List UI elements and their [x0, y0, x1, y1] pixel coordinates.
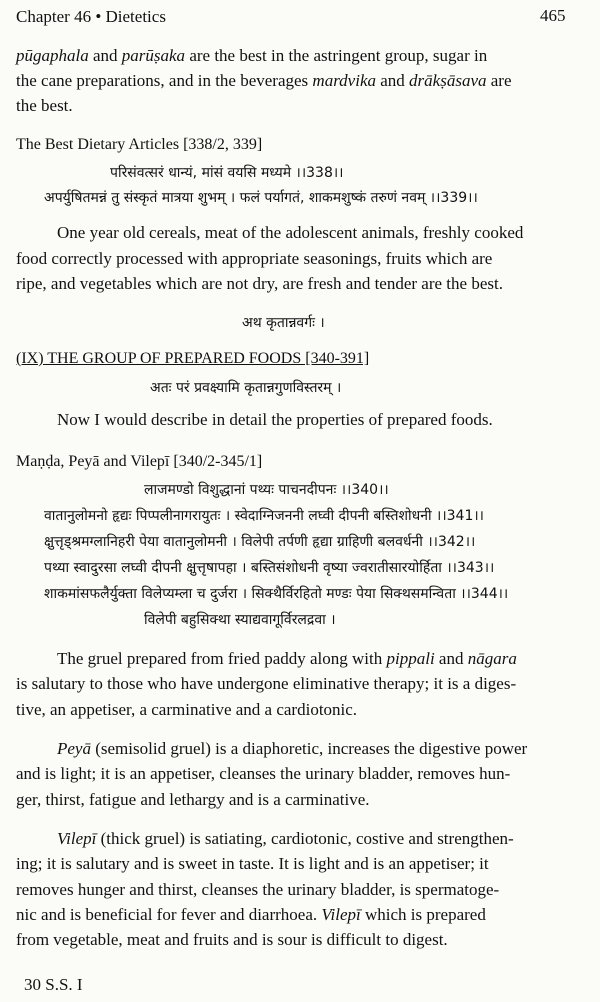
paragraph-line: food correctly processed with appropriate seasonings, fruits which are: [16, 249, 493, 268]
paragraph-line: from vegetable, meat and fruits and is sour is difficult to digest.: [16, 930, 448, 949]
sanskrit-verse: परिसंवत्सरं धान्यं, मांसं वयसि मध्यमे ।।338।।: [110, 165, 344, 181]
sanskrit-verse: क्षुत्तृड्श्रमग्लानिहरी पेया वातानुलोमनी । विलेपी तर्पणी हृद्या ग्राहिणी बलवर्धनी ।।342।।: [44, 534, 476, 550]
sanskrit-verse: वातानुलोमनो हृद्यः पिप्पलीनागरायुतः । स्वेदाग्निजननी लघ्वी दीपनी बस्तिशोधनी ।।341।।: [44, 508, 484, 524]
intro-line-2: the cane preparations, and in the beverages mardvika and drākṣāsava are: [16, 71, 512, 90]
paragraph-line: nic and is beneficial for fever and diarrhoea. Vilepī which is prepared: [16, 905, 486, 924]
paragraph-line: Now I would describe in detail the properties of prepared foods.: [57, 410, 493, 429]
sanskrit-verse: शाकमांसफलैर्युक्ता विलेप्यम्ला च दुर्जरा । सिक्थैर्विरहितो मण्डः पेया सिक्थसमन्विता ।।344।।: [44, 586, 509, 602]
paragraph-line: ing; it is salutary and is sweet in taste. It is light and is an appetiser; it: [16, 854, 489, 873]
section-heading-manda: Maṇḍa, Peyā and Vilepī [340/2-345/1]: [16, 453, 263, 470]
paragraph-line: Peyā (semisolid gruel) is a diaphoretic, increases the digestive power: [57, 739, 528, 758]
paragraph-line: ger, thirst, fatigue and lethargy and is a carminative.: [16, 790, 370, 809]
paragraph-line: removes hunger and thirst, cleanses the urinary bladder, is spermatoge-: [16, 880, 500, 899]
sanskrit-section-title: अथ कृतान्नवर्गः ।: [242, 315, 325, 331]
chapter-header: Chapter 46 • Dietetics: [16, 7, 166, 26]
paragraph-line: is salutary to those who have undergone eliminative therapy; it is a diges-: [16, 674, 517, 693]
sanskrit-verse: लाजमण्डो विशुद्धानां पथ्यः पाचनदीपनः ।।340।।: [144, 482, 389, 498]
section-heading-best-dietary: The Best Dietary Articles [338/2, 339]: [16, 136, 263, 153]
signature-mark: 30 S.S. I: [24, 975, 83, 994]
paragraph-line: Vilepī (thick gruel) is satiating, cardiotonic, costive and strengthen-: [57, 829, 514, 848]
page-number: 465: [540, 6, 566, 25]
paragraph-line: and is light; it is an appetiser, cleanses the urinary bladder, removes hun-: [16, 764, 511, 783]
sanskrit-verse: अतः परं प्रवक्ष्यामि कृतान्नगुणविस्तरम् ।: [150, 380, 342, 396]
paragraph-line: ripe, and vegetables which are not dry, are fresh and tender are the best.: [16, 274, 503, 293]
section-heading-prepared-foods: (IX) THE GROUP OF PREPARED FOODS [340-391]: [16, 350, 370, 367]
sanskrit-verse: पथ्या स्वादुरसा लघ्वी दीपनी क्षुत्तृषापहा । बस्तिसंशोधनी वृष्या ज्वरातीसारयोर्हिता ।।343।।: [44, 560, 495, 576]
intro-line-1: pūgaphala and parūṣaka are the best in the astringent group, sugar in: [16, 46, 488, 65]
sanskrit-verse: विलेपी बहुसिक्था स्याद्यवागूर्विरलद्रवा ।: [144, 612, 336, 628]
sanskrit-verse: अपर्युषितमन्नं तु संस्कृतं मात्रया शुभम् । फलं पर्यागतं, शाकमशुष्कं तरुणं नवम् ।।339।।: [44, 190, 478, 206]
intro-line-3: the best.: [16, 96, 73, 115]
paragraph-line: One year old cereals, meat of the adolescent animals, freshly cooked: [57, 223, 524, 242]
paragraph-line: tive, an appetiser, a carminative and a cardiotonic.: [16, 700, 358, 719]
paragraph-line: The gruel prepared from fried paddy along with pippali and nāgara: [57, 649, 517, 668]
